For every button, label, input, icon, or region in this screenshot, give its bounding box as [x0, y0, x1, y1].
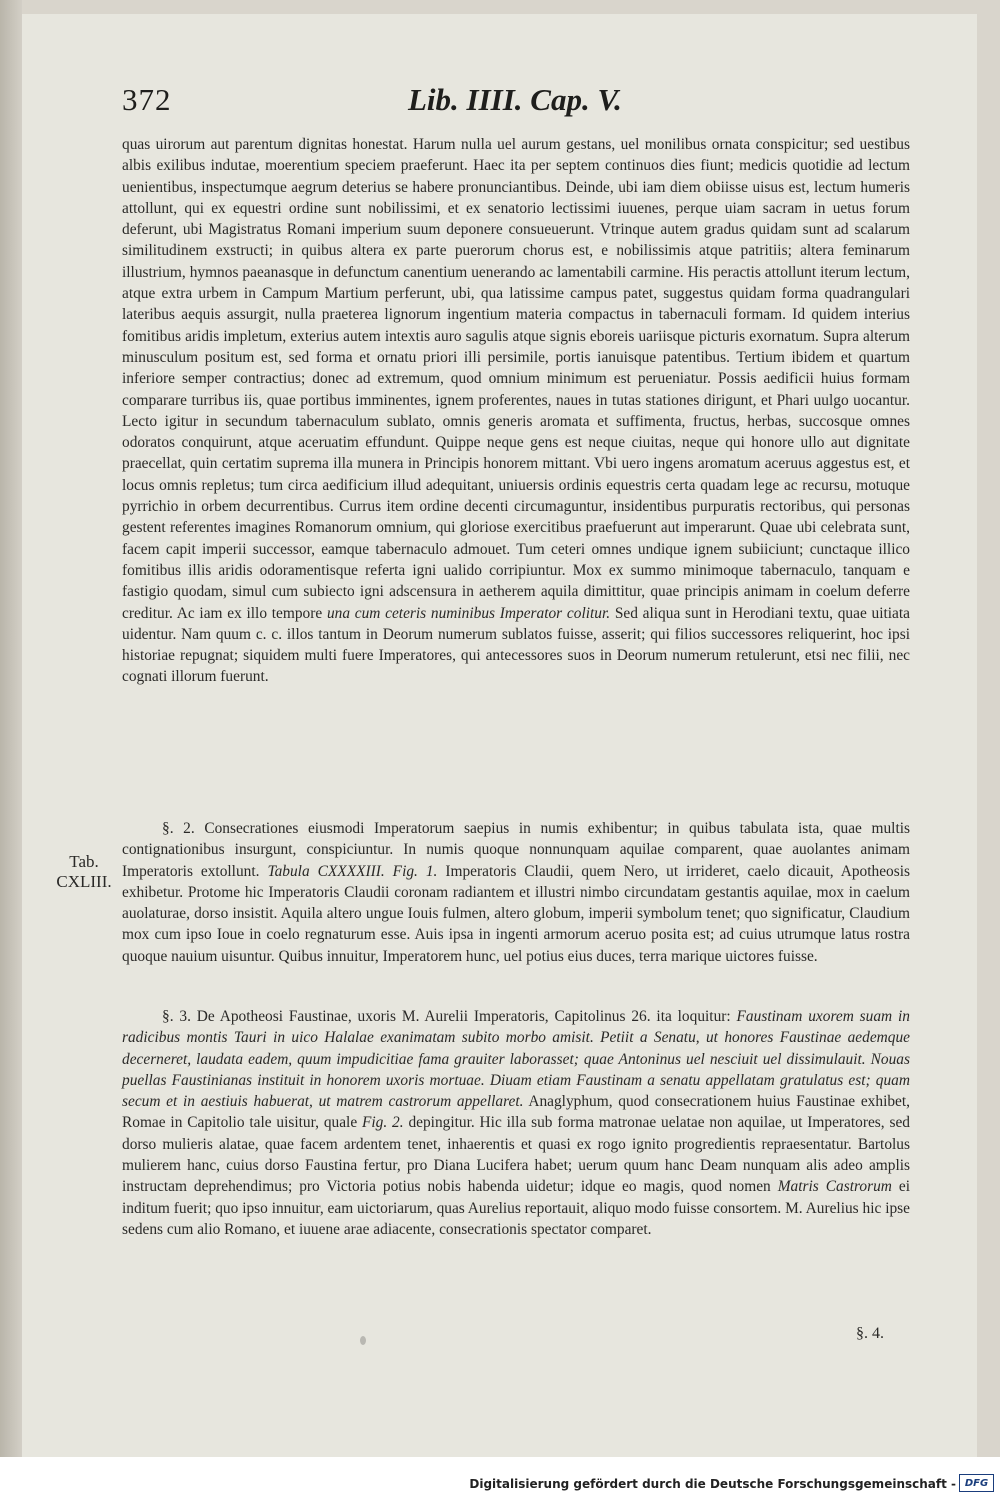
scan-edge [0, 0, 22, 1457]
section-3-text: Anaglyphum, quod consecrationem huius Faustinae exhibet, Romae in Capitolio tale uisitur, quale [122, 1093, 910, 1132]
dfg-logo: DFG [959, 1474, 994, 1492]
quote-tail: Sed aliqua sunt in Herodiani textu, quae uitiata uidentur. Nam quum c. c. illos tantum in Deorum numerum sublatos fuisse, asserit; qui filios successores reliquerint, hoc ipsi historiae repugnat; siquidem multi fuere Imperatores, qui antecessores suos in Deorum numerum retulerunt, etsi nec filii, nec cognati illorum fuerunt. [122, 604, 910, 686]
section-2-text: §. 2. Consecrationes eiusmodi Imperatorum saepius in numis exhibentur; in quibus tabulata ista, quae multis contignationibus insurgunt, conspiciuntur. In numis quoque nonnunquam aquilae comparent, quae auolantes animam Imperatoris extollunt. [122, 820, 910, 880]
section-3-text-cont: depingitur. Hic illa sub forma matronae uelatae non aquilae, ut Imperatores, sed dorso mulieris alatae, quae facem ardentem tenet, inhaerentis et quasi ex rogo ignito progredientis repraesentatur. Bartolus mulierem hanc, cuius dorso Faustina fertur, pro Diana Lucifera habet; uerum quum hanc Deam nunquam alis adeo amplis instructam deprehendimus; pro Victoria potius nobis habenda uidetur; idque eo magis, quod nomen [122, 1114, 910, 1196]
section-2-ref: Tabula CXXXXIII. Fig. 1. [267, 862, 438, 880]
digitization-credit: Digitalisierung gefördert durch die Deutsche Forschungsgemeinschaft - [469, 1477, 956, 1491]
running-title: Lib. IIII. Cap. V. [408, 82, 622, 117]
section-3-fig-ref: Fig. 2. [362, 1114, 404, 1132]
section-2-text-cont: Imperatoris Claudii, quem Nero, ut irrideret, caelo dicauit, Apotheosis exhibetur. Protome hic Imperatoris Claudii coronam radiantem et illustri nimbo circundatam gestantis aquilae, mox in caelum auolaturae, dorso insistit. Aquila altero ungue Iouis fulmen, altero globum, imperii symbolum tenet; quo significatur, Claudium mox cum ipso Ioue in coelo regnaturum esse. Auis ipsa in ingenti armorum aceruo posita est; ad cuius utrumque latus rostra quoque nauium uisuntur. Quibus innuitur, Imperatorem hunc, uel potius eius duces, terra marique uictores fuisse. [122, 862, 910, 965]
section-3 [122, 1006, 910, 1240]
ink-spot [360, 1336, 366, 1345]
margin-note-line: CXLIII. [56, 872, 112, 891]
page-number: 372 [122, 82, 172, 117]
quoted-passage [122, 134, 910, 688]
margin-note-line: Tab. [69, 852, 99, 871]
catchword: §. 4. [856, 1325, 884, 1342]
section-3-text-end: ei inditum fuerit; quo ipso innuitur, eam uictoriarum, quas Aurelius reportauit, aliquo modo fuisse consortem. M. Aurelius hic ipse sedens cum alio Romano, et iuuene arae adiacente, consecrationis spectator comparet. [122, 1178, 910, 1238]
page-header [118, 82, 910, 128]
section-3-intro: §. 3. De Apotheosi Faustinae, uxoris M. Aurelii Imperatoris, Capitolinus 26. ita loquitur: [162, 1008, 731, 1025]
section-3-italic-title: Matris Castrorum [777, 1178, 892, 1196]
margin-note [54, 852, 114, 892]
quote-body: quas uirorum aut parentum dignitas honestat. Harum nulla uel aurum gestans, uel monilibus ornata conspicitur; sed uestibus albis exilibus indutae, moerentium speciem praeferunt. Haec ita per septem continuos dies fiunt; medicis quotidie ad lectum uenientibus, inspectumque aegrum deterius se habere pronunciantibus. Deinde, ubi iam diem obiisse uisus est, lectum humeris attollunt, qui ex equestri ordine sunt nobilissimi, et ex senatorio lectissimi iuuenes, perque uiam sacram in uetus forum deferunt, ubi Magistratus Romani imperium suum deponere consueuerunt. Vtrinque autem gradus quidam sunt ad scalarum similitudinem exstructi; in quibus altera ex parte puerorum chorus est, e nobilissimis atque patritiis; altera feminarum illustrium, hymnos paeanasque in defunctum canentium uenerando ac lamentabili carmine. His peractis attollunt iterum lectum, atque extra urbem in Campum Martium perferunt, ubi, qua latissime campus patet, suggestus quidam forma quadrangulari lateribus aequis assurgit, nulla praeterea lignorum ingentium materia compactus in tabernaculi formam. Id quidem interius fomitibus aridis impletum, exterius autem intextis auro sagulis atque signis eboreis uariisque picturis exornatum. Supra alterum minusculum positum est, sed forma et ornatu priori illi persimile, portis ianuisque patentibus. Tertium ibidem et quartum inferiore semper contractius; donec ad extremum, quod omnium minimum est perueniatur. Possis aedificii huius formam comparare turribus iis, quae portibus imminentes, ignem proferentes, naues in tutas stationes dirigunt, et Phari uulgo uocantur. Lecto igitur in secundum tabernaculum sublato, omnis generis aromata et suffimenta, fructus, herbas, succosque omnes odoratos conquirunt, atque aceruatim effundunt. Quippe neque gens est neque ciuitas, neque qui honore ullo aut dignitate praecellat, quin certatim suprema illa munera in Principis honorem mittant. Vbi uero ingens aromatum aceruus aggestus est, et locus omnis repletus; tum circa aedificium illud adequitant, uniuersis ordinis equestris certa quadam lege ac recursu, motuque pyrrichio in orbem decurrentibus. Currus item ordine decenti circumaguntur, insidentibus purpuratis rectoribus, qui personas gestent referentes imagines Romanorum omnium, qui gloriose exercitibus praefuerunt aut imperarunt. Quae ubi celebrata sunt, facem capit imperii successor, eamque tabernaculo admouet. Tum ceteri omnes undique ignem subiiciunt; cunctaque illico fomitibus illis aridis odoramentisque referta igni ualido corripiuntur. Mox ex summo minimoque tabernaculo, tanquam e fastigio quodam, simul cum subiecto igni adscensura in aetherem aquila dimittitur, quae principis animam in coelum deferre creditur. Ac iam ex illo tempore [122, 136, 910, 622]
quote-italic: una cum ceteris numinibus Imperator colitur. [326, 604, 611, 622]
section-2 [122, 818, 910, 967]
section-3-quote: Faustinam uxorem suam in radicibus montis Tauri in uico Halalae exanimatam subito morbo amisit. Petiit a Senatu, ut honores Faustinae aedemque decerneret, laudata eadem, quum impudicitiae fama grauiter laborasset; quae Antoninus uel nesciuit uel dissimulauit. Nouas puellas Faustinianas instituit in honorem uxoris mortuae. Diuam etiam Faustinam a senatu appellatam gratulatus est; quam secum et in aestiuis habuerat, ut matrem castrorum appellaret. [122, 1008, 910, 1111]
